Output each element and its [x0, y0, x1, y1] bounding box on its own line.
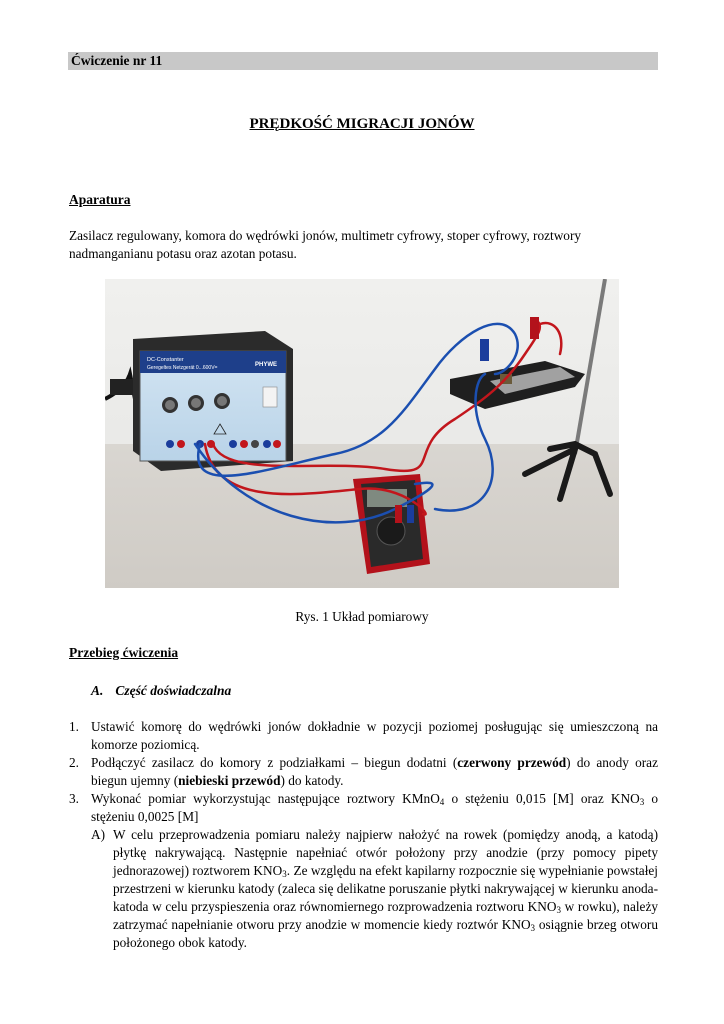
sub-step-text: . Ze względu na efekt kapilarny rozpocznie się wypełnianie powstałej przestrzeni w kierunku katody (zaleca się delikatne poruszanie płytki nakrywającej w kierunku anoda-katoda w celu przyspieszenia oraz równomiernego rozprowadzenia roztworu KNO	[113, 863, 658, 914]
subscript: 3	[556, 905, 561, 915]
step-number: 3.	[69, 791, 79, 806]
step-text: o stężeniu 0,0025 [M]	[91, 791, 658, 824]
red-wire-label: czerwony przewód	[457, 755, 567, 770]
step-text: ) do katody.	[280, 773, 344, 788]
apparatus-heading: Aparatura	[69, 192, 131, 207]
psu-label-1: DC-Constanter	[147, 357, 184, 363]
subscript: 3	[530, 923, 536, 933]
apparatus-line-2: nadmanganianu potasu oraz azotan potasu.	[69, 246, 297, 261]
figure-caption: Rys. 1 Układ pomiarowy	[295, 609, 429, 624]
psu-label-2: Geregeltes Netzgerät 0...600V=	[147, 365, 218, 371]
step-number: 1.	[69, 719, 79, 734]
step-text: ) do anody oraz biegun ujemny (	[91, 755, 658, 788]
part-a-heading	[91, 683, 231, 699]
sub-step-text: osiągnie brzeg otworu położonego obok katody.	[113, 917, 658, 950]
sub-step-text: w rowku), należy zatrzymać napełnianie otworu przy anodzie w momencie kiedy roztwór KNO	[113, 899, 658, 932]
sub-step-a	[91, 826, 658, 952]
psu-brand: PHYWE	[255, 362, 278, 368]
procedure-steps	[69, 718, 658, 952]
measurement-setup-photo	[105, 279, 619, 588]
exercise-header-bar	[68, 52, 658, 70]
apparatus-line-1: Zasilacz regulowany, komora do wędrówki jonów, multimetr cyfrowy, stoper cyfrowy, roztwory	[69, 228, 582, 243]
part-letter: A.	[91, 683, 104, 698]
page-title: PRĘDKOŚĆ MIGRACJI JONÓW	[249, 116, 475, 132]
list-item	[69, 754, 658, 790]
subscript: 3	[639, 797, 645, 807]
apparatus-text	[69, 227, 659, 263]
power-supply	[133, 331, 293, 471]
sub-step-text: W celu przeprowadzenia pomiaru należy najpierw nałożyć na rowek (pomiędzy anodą, a katodą) płytkę nakrywającą. Następnie napełniać otwór położony przy anodzie (przy pomocy pipety jednorazowej) roztworem KNO	[113, 827, 658, 878]
exercise-number: Ćwiczenie nr 11	[71, 53, 163, 68]
procedure-heading: Przebieg ćwiczenia	[69, 645, 179, 660]
list-item	[69, 718, 658, 754]
list-item	[69, 790, 658, 952]
step-text: Podłączyć zasilacz do komory z podziałkami – biegun dodatni (	[91, 755, 458, 770]
step-number: 2.	[69, 755, 79, 770]
part-title: Część doświadczalna	[115, 683, 232, 698]
blue-wire-label: niebieski przewód	[178, 773, 281, 788]
step-text: o stężeniu 0,015 [M] oraz KNO	[444, 791, 640, 806]
step-text: Wykonać pomiar wykorzystując następujące roztwory KMnO	[91, 791, 440, 806]
subscript: 4	[439, 797, 445, 807]
step-text: Ustawić komorę do wędrówki jonów dokładnie w pozycji poziomej posługując się umieszczoną na komorze poziomicą.	[91, 719, 658, 752]
sub-step-letter: A)	[91, 827, 106, 842]
subscript: 3	[282, 869, 287, 879]
